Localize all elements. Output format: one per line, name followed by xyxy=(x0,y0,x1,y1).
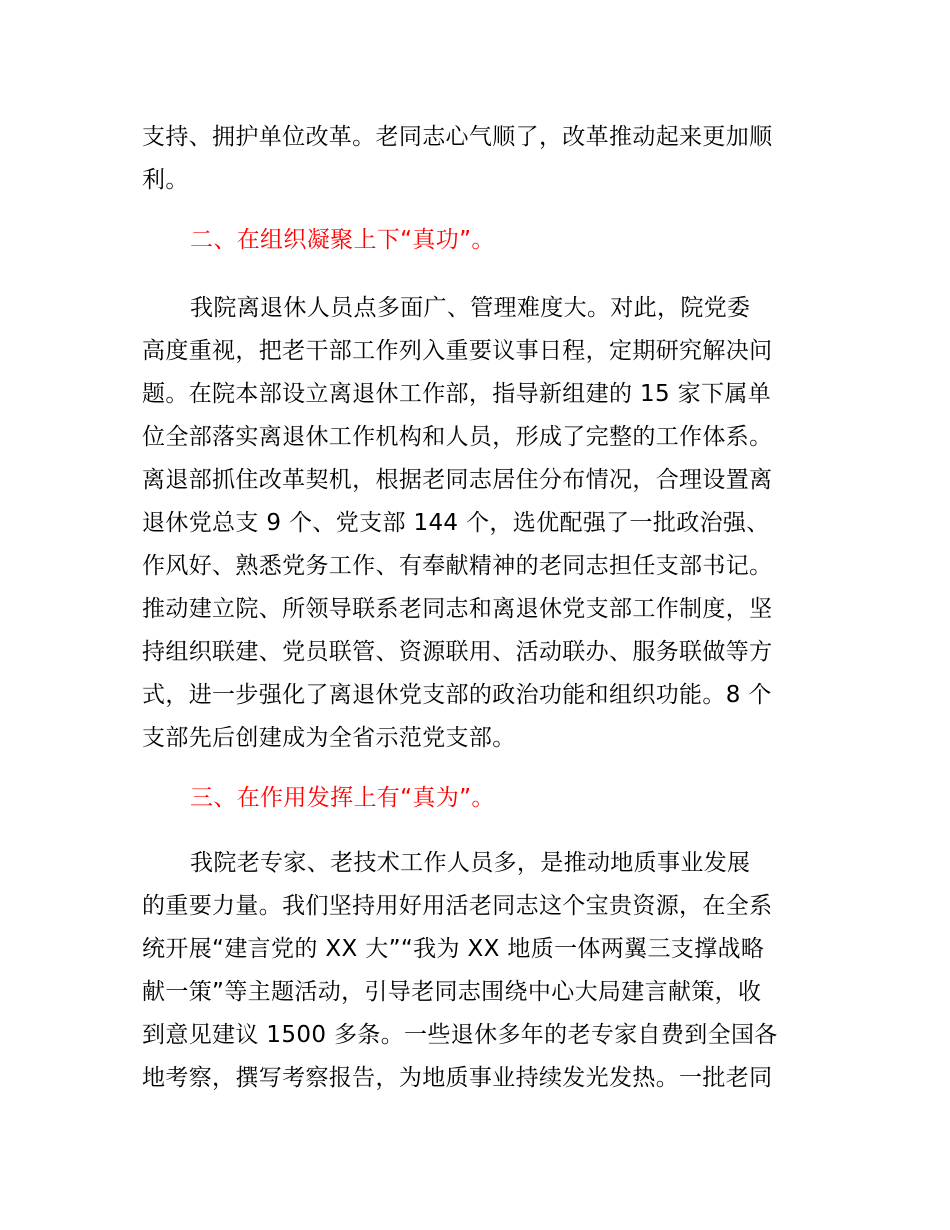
text-line: 持组织联建、党员联管、资源联用、活动联办、服务联做等方 xyxy=(142,639,773,665)
text-line: 推动建立院、所领导联系老同志和离退休党支部工作制度，坚 xyxy=(142,596,773,622)
text-line: 我院离退休人员点多面广、管理难度大。对此，院党委 xyxy=(190,295,751,321)
text-line: 地考察，撰写考察报告，为地质事业持续发光发热。一批老同 xyxy=(142,1065,773,1091)
text-line: 我院老专家、老技术工作人员多，是推动地质事业发展 xyxy=(190,850,751,876)
text-line: 统开展“建言党的 XX 大”“我为 XX 地质一体两翼三支撑战略 xyxy=(142,936,765,962)
text-line: 到意见建议 1500 多条。一些退休多年的老专家自费到全国各 xyxy=(142,1022,778,1048)
heading-text: 二、在组织凝聚上下“真功”。 xyxy=(190,227,495,253)
text-line: 位全部落实离退休工作机构和人员，形成了完整的工作体系。 xyxy=(142,424,773,450)
text-line: 的重要力量。我们坚持用好用活老同志这个宝贵资源，在全系 xyxy=(142,893,773,919)
paragraph-continuation xyxy=(142,116,822,202)
text-line: 支部先后创建成为全省示范党支部。 xyxy=(142,725,516,751)
heading-text: 三、在作用发挥上有“真为”。 xyxy=(190,785,495,811)
section-heading-2 xyxy=(190,219,870,262)
text-line: 式，进一步强化了离退休党支部的政治功能和组织功能。8 个 xyxy=(142,682,772,708)
text-line: 高度重视，把老干部工作列入重要议事日程，定期研究解决问 xyxy=(142,338,773,364)
text-line: 献一策”等主题活动，引导老同志围绕中心大局建言献策，收 xyxy=(142,979,762,1005)
text-line: 利。 xyxy=(142,167,189,193)
text-line: 支持、拥护单位改革。老同志心气顺了，改革推动起来更加顺 xyxy=(142,124,773,150)
text-line: 作风好、熟悉党务工作、有奉献精神的老同志担任支部书记。 xyxy=(142,553,773,579)
section-heading-3 xyxy=(190,777,870,820)
text-line: 退休党总支 9 个、党支部 144 个，选优配强了一批政治强、 xyxy=(142,510,770,536)
paragraph-3 xyxy=(142,842,822,1100)
paragraph-2 xyxy=(142,287,822,760)
text-line: 离退部抓住改革契机，根据老同志居住分布情况，合理设置离 xyxy=(142,467,773,493)
text-line: 题。在院本部设立离退休工作部，指导新组建的 15 家下属单 xyxy=(142,381,772,407)
